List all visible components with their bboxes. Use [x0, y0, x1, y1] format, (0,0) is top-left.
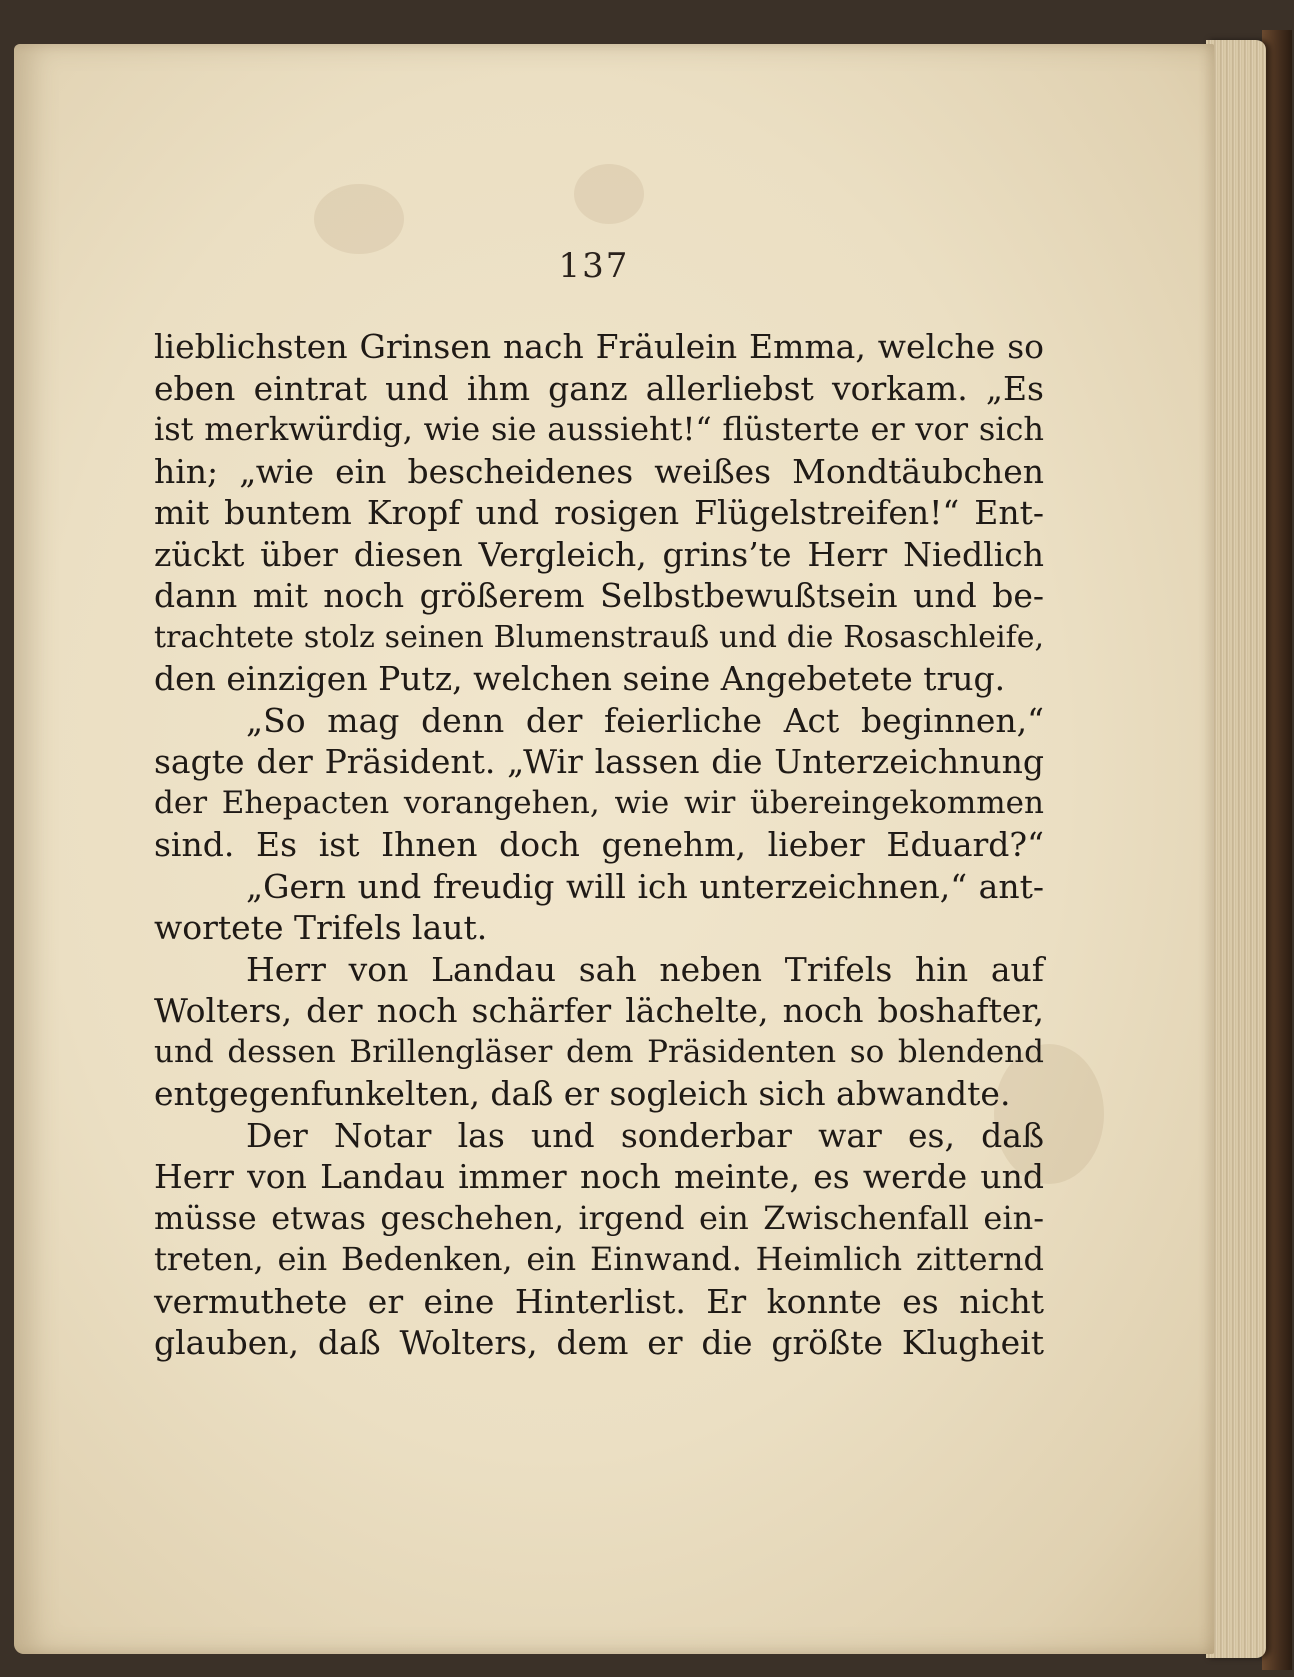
page-edges — [1206, 40, 1266, 1658]
text-line: sind. Es ist Ihnen doch genehm, lieber Eduard?“ — [154, 825, 1044, 864]
text-line: Der Notar las und sonderbar war es, daß — [246, 1115, 1044, 1155]
text-line: Wolters, der noch schärfer lächelte, noch boshafter, — [154, 991, 1044, 1030]
text-line: sagte der Präsident. „Wir lassen die Unterzeichnung — [154, 742, 1044, 781]
text-line: eben eintrat und ihm ganz allerliebst vorkam. „Es — [154, 368, 1044, 408]
book-page — [14, 44, 1214, 1654]
text-line: entgegenfunkelten, daß er sogleich sich abwandte. — [154, 1074, 1011, 1113]
text-line: zückt über diesen Vergleich, grins’te Herr Niedlich — [154, 534, 1044, 574]
body-text — [154, 326, 1044, 1364]
paper-stain — [314, 184, 404, 254]
page-number: 137 — [558, 246, 630, 286]
text-line: ist merkwürdig, wie sie aussieht!“ flüsterte er vor sich — [154, 410, 1044, 448]
text-line: müsse etwas geschehen, irgend ein Zwischenfall ein- — [154, 1198, 1044, 1237]
book-cover-spine — [1262, 30, 1292, 1670]
text-line: lieblichsten Grinsen nach Fräulein Emma, welche so — [154, 327, 1044, 366]
text-line: treten, ein Bedenken, ein Einwand. Heimlich zitternd — [154, 1240, 1044, 1278]
text-line: den einzigen Putz, welchen seine Angebetete trug. — [154, 659, 1006, 698]
text-line: „So mag denn der feierliche Act beginnen,“ — [246, 700, 1044, 740]
text-line: und dessen Brillengläser dem Präsidenten so blendend — [154, 1033, 1044, 1070]
text-line: der Ehepacten vorangehen, wie wir übereingekommen — [154, 784, 1044, 821]
text-line: vermuthete er eine Hinterlist. Er konnte es nicht — [154, 1281, 1044, 1321]
text-line: wortete Trifels laut. — [154, 908, 488, 947]
text-line: trachtete stolz seinen Blumenstrauß und die Rosaschleife, — [154, 619, 1044, 655]
paper-stain — [574, 164, 644, 224]
text-line: hin; „wie ein bescheidenes weißes Mondtäubchen — [154, 451, 1044, 491]
text-line: dann mit noch größerem Selbstbewußtsein und be- — [154, 576, 1044, 615]
text-line: „Gern und freudig will ich unterzeichnen,“ ant- — [246, 866, 1044, 906]
text-line: mit buntem Kropf und rosigen Flügelstreifen!“ Ent- — [154, 493, 1044, 532]
text-line: Herr von Landau immer noch meinte, es werde und — [154, 1157, 1044, 1196]
text-line: Herr von Landau sah neben Trifels hin auf — [246, 949, 1044, 989]
text-line: glauben, daß Wolters, dem er die größte Klugheit — [154, 1323, 1044, 1362]
